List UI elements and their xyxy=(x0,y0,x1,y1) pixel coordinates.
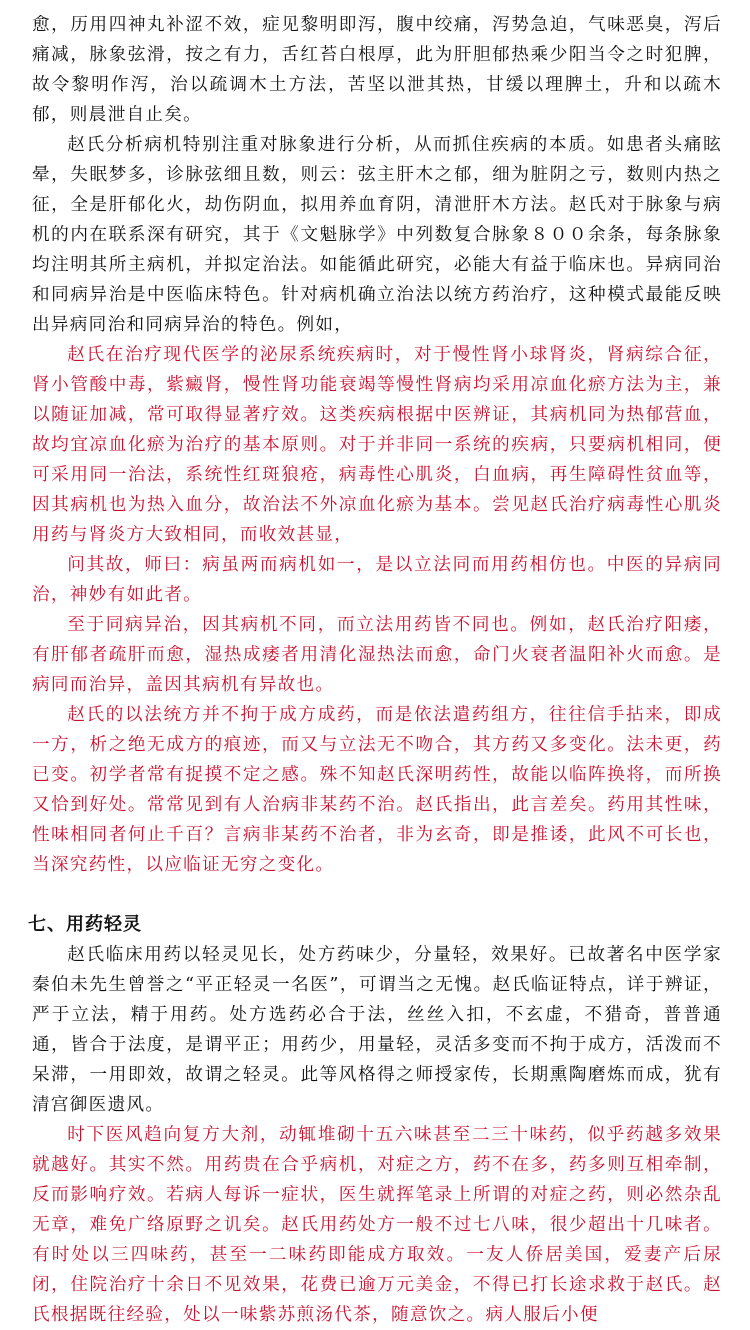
paragraph-light-medication: 赵氏临床用药以轻灵见长，处方药味少，分量轻，效果好。已故著名中医学家秦伯未先生曾誉之“平正轻灵一名医”，可谓当之无愧。赵氏临证特点，详于辨证，严于立法，精于用药。处方选药必合于法，丝丝入扣，不玄虚，不猎奇，普普通通，皆合于法度，是谓平正；用药少，用量轻，灵活多变而不拘于成方，活泼而不呆滞，一用即效，故谓之轻灵。此等风格得之师授家传，长期熏陶磨炼而成，犹有清宫御医遗风。 xyxy=(32,945,722,1115)
paragraph-urinary-diseases: 赵氏在治疗现代医学的泌尿系统疾病时，对于慢性肾小球肾炎，肾病综合征，肾小管酸中毒，紫癜肾，慢性肾功能衰竭等慢性肾病均采用凉血化瘀方法为主，兼以随证加减，常可取得显著疗效。这类疾病根据中医辨证，其病机同为热郁营血，故均宜凉血化瘀为治疗的基本原则。对于并非同一系统的疾病，只要病机相同，便可采用同一治法，系统性红斑狼疮，病毒性心肌炎，白血病，再生障碍性贫血等，因其病机也为热入血分，故治法不外凉血化瘀为基本。尝见赵氏治疗病毒性心肌炎用药与肾炎方大致相同，而收效甚显， xyxy=(32,345,722,545)
paragraph-method-governs-prescription: 赵氏的以法统方并不拘于成方成药，而是依法遣药组方，往往信手拈来，即成一方，析之绝无成方的痕迹，而又与立法无不吻合，其方药又多变化。法未更，药已变。初学者常有捉摸不定之感。殊不知赵氏深明药性，故能以临阵换将，而所换又恰到好处。常常见到有人治病非某药不治。赵氏指出，此言差矣。药用其性味，性味相同者何止千百？言病非某药不治者，非为玄奇，即是推诿，此风不可长也，当深究药性，以应临证无穷之变化。 xyxy=(32,705,722,875)
paragraph-pulse-analysis: 赵氏分析病机特别注重对脉象进行分析，从而抓住疾病的本质。如患者头痛眩晕，失眠梦多，诊脉弦细且数，则云：弦主肝木之郁，细为脏阴之亏，数则内热之征，全是肝郁化火，劫伤阴血，拟用养血育阴，清泄肝木方法。赵氏对于脉象与病机的内在联系深有研究，其于《文魁脉学》中列数复合脉象８００余条，每条脉象均注明其所主病机，并拟定治法。如能循此研究，必能大有益于临床也。异病同治和同病异治是中医临床特色。针对病机确立治法以统方药治疗，这种模式最能反映出异病同治和同病异治的特色。例如， xyxy=(32,135,722,335)
paragraph-current-trend: 时下医风趋向复方大剂，动辄堆砌十五六味甚至二三十味药，似乎药越多效果就越好。其实不然。用药贵在合乎病机，对症之方，药不在多，药多则互相牵制，反而影响疗效。若病人每诉一症状，医生就挥笔录上所谓的对症之药，则必然杂乱无章，难免广络原野之讥矣。赵氏用药处方一般不过七八味，很少超出十几味者。有时处以三四味药，甚至一二味药即能成方取效。一友人侨居美国，爱妻产后尿闭，住院治疗十余日不见效果，花费已逾万元美金，不得已打长途求救于赵氏。赵氏根据既往经验，处以一味紫苏煎汤代茶，随意饮之。病人服后小便 xyxy=(32,1125,722,1325)
section-gap xyxy=(32,880,722,896)
document-page xyxy=(28,10,722,1330)
paragraph-continued: 愈，历用四神丸补涩不效，症见黎明即泻，腹中绞痛，泻势急迫，气味恶臭，泻后痛减，脉象弦滑，按之有力，舌红苔白根厚，此为肝胆郁热乘少阳当令之时犯脾，故令黎明作泻，治以疏调木土方法，苦坚以泄其热，甘缓以理脾土，升和以疏木郁，则晨泄自止矣。 xyxy=(32,15,722,125)
paragraph-same-disease-different-treatment: 至于同病异治，因其病机不同，而立法用药皆不同也。例如，赵氏治疗阳痿，有肝郁者疏肝而愈，湿热成痿者用清化湿热法而愈，命门火衰者温阳补火而愈。是病同而治异，盖因其病机有异故也。 xyxy=(32,615,722,695)
paragraph-teacher-answer: 问其故，师曰：病虽两而病机如一，是以立法同而用药相仿也。中医的异病同治，神妙有如此者。 xyxy=(32,555,722,605)
section-heading: 七、用药轻灵 xyxy=(28,914,142,935)
